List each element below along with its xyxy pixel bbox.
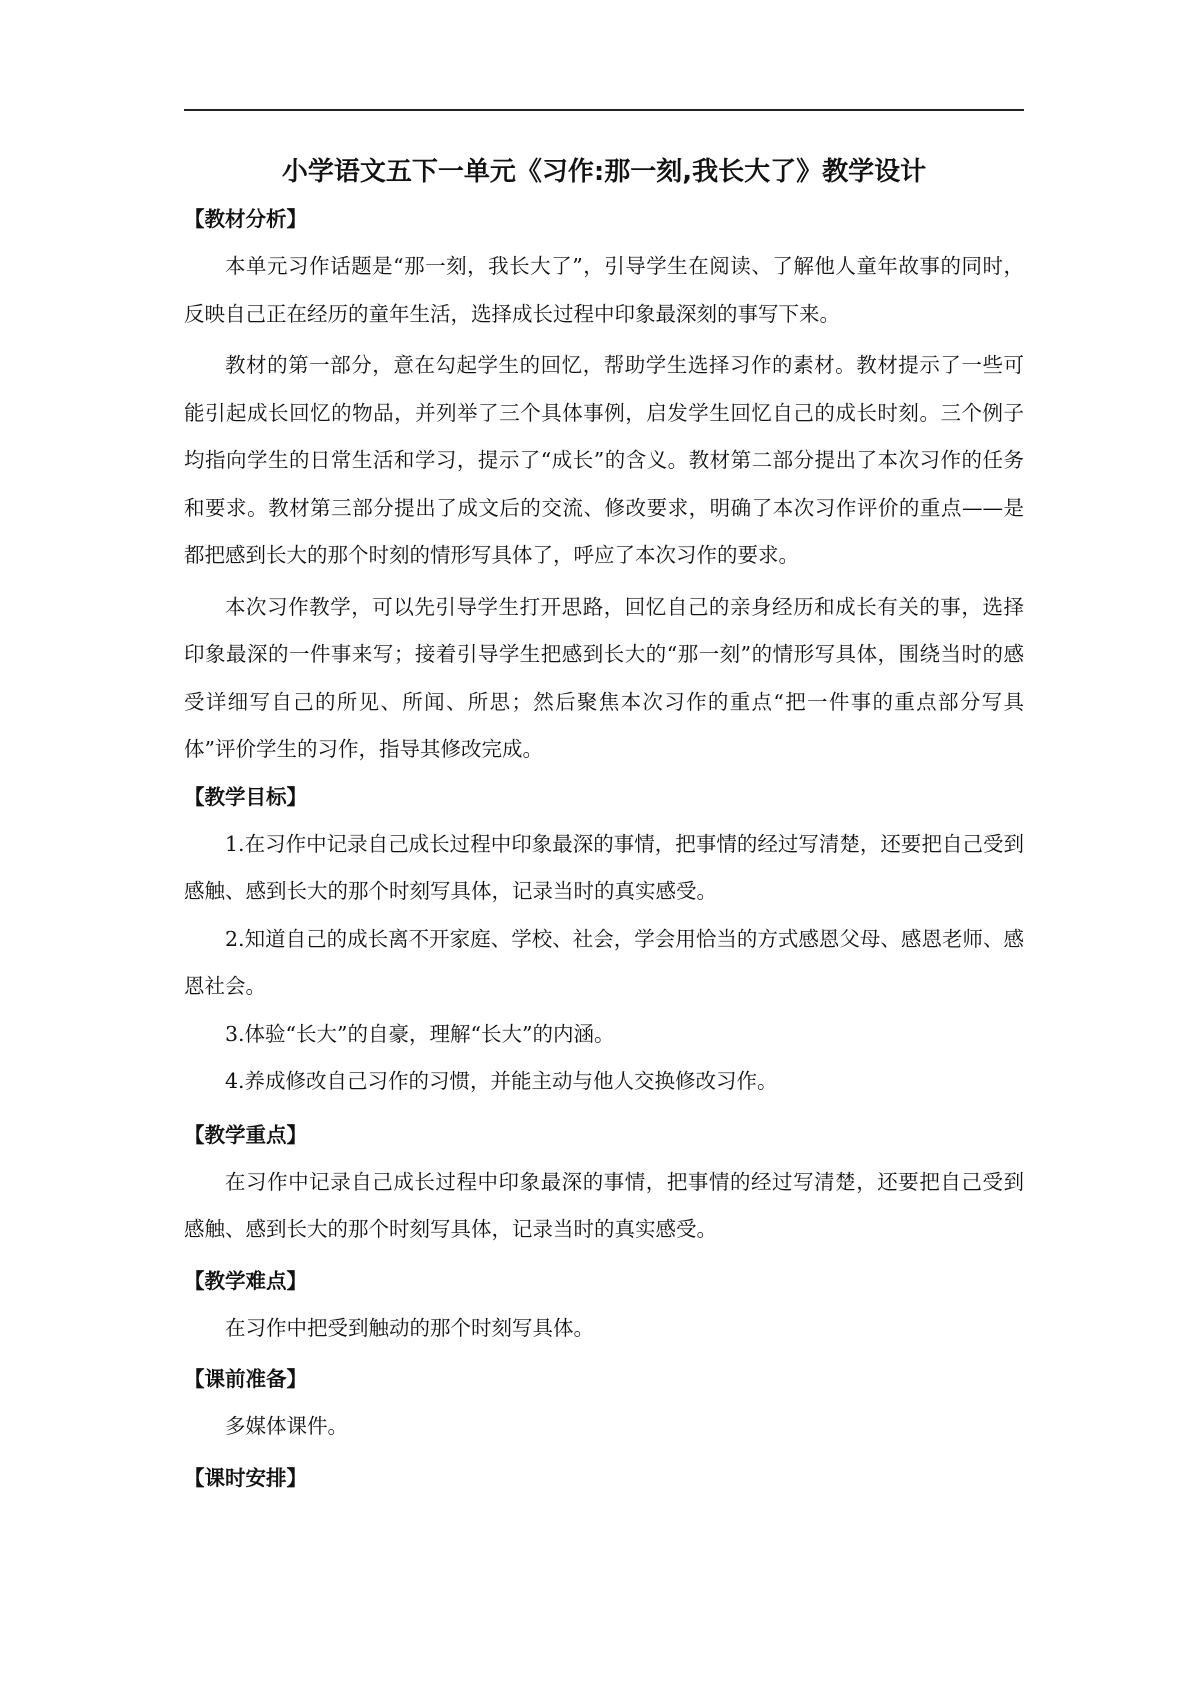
document-title: 小学语文五下一单元《习作:那一刻,我长大了》教学设计 [281,157,927,187]
section-analysis [184,196,1024,774]
paragraph: 本次习作教学，可以先引导学生打开思路，回忆自己的亲身经历和成长有关的事，选择印象最深的一件事来写；接着引导学生把感到长大的“那一刻”的情形写具体，围绕当时的感受详细写自己的所见、所闻、所思；然后聚焦本次习作的重点“把一件事的重点部分写具体”评价学生的习作，指导其修改完成。 [184,594,1024,761]
section-heading: 【教学难点】 [184,1268,307,1293]
section-schedule [184,1455,1024,1502]
section-heading: 【课前准备】 [184,1367,307,1391]
section-heading: 【教学目标】 [184,784,307,809]
paragraph: 教材的第一部分，意在勾起学生的回忆，帮助学生选择习作的素材。教材提示了一些可能引起成长回忆的物品，并列举了三个具体事例，启发学生回忆自己的成长时刻。三个例子均指向学生的日常生活和学习，提示了“成长”的含义。教材第二部分提出了本次习作的任务和要求。教材第三部分提出了成文后的交流、修改要求，明确了本次习作评价的重点——是都把感到长大的那个时刻的情形写具体了，呼应了本次习作的要求。 [184,353,1024,567]
goal-item: 1.在习作中记录自己成长过程中印象最深的事情，把事情的经过写清楚，还要把自己受到感触、感到长大的那个时刻写具体，记录当时的真实感受。 [184,831,1024,903]
paragraph: 在习作中记录自己成长过程中印象最深的事情，把事情的经过写清楚，还要把自己受到感触、感到长大的那个时刻写具体，记录当时的真实感受。 [184,1169,1024,1241]
goal-item: 2.知道自己的成长离不开家庭、学校、社会，学会用恰当的方式感恩父母、感恩老师、感恩社会。 [184,926,1024,998]
goal-item: 4.养成修改自己习作的习惯，并能主动与他人交换修改习作。 [225,1069,778,1093]
section-preparation [184,1356,1024,1451]
header-rule [184,109,1024,111]
section-key-points [184,1112,1024,1254]
section-heading: 【教学重点】 [184,1122,307,1147]
paragraph: 多媒体课件。 [225,1414,348,1438]
section-difficulties [184,1258,1024,1353]
section-goals [184,774,1024,1106]
paragraph: 在习作中把受到触动的那个时刻写具体。 [225,1315,594,1340]
document-body [184,196,1024,1502]
section-heading: 【课时安排】 [184,1465,307,1490]
paragraph: 本单元习作话题是“那一刻，我长大了”，引导学生在阅读、了解他人童年故事的同时，反映自己正在经历的童年生活，选择成长过程中印象最深刻的事写下来。 [184,254,1024,326]
goal-item: 3.体验“长大”的自豪，理解“长大”的内涵。 [225,1021,615,1046]
section-heading: 【教材分析】 [184,207,307,231]
